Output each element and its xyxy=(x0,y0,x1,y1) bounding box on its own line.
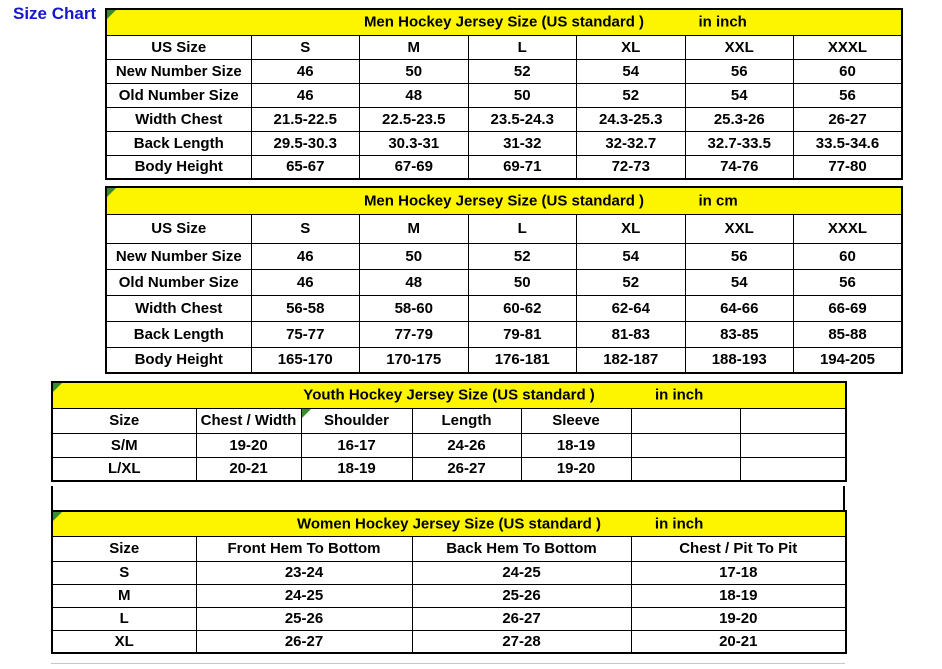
column-header-row xyxy=(52,408,846,433)
column-header: Size xyxy=(52,408,196,433)
table-title: Youth Hockey Jersey Size (US standard ) xyxy=(303,386,595,404)
men-size-table-cm xyxy=(105,186,903,374)
column-header: L xyxy=(468,35,577,59)
column-header: M xyxy=(360,214,469,243)
table-row xyxy=(52,433,846,457)
table-title: Men Hockey Jersey Size (US standard ) xyxy=(363,13,645,31)
value-cell: 194-205 xyxy=(794,347,903,373)
table-title-row xyxy=(52,511,846,536)
value-cell: 19-20 xyxy=(631,607,846,630)
value-cell: 182-187 xyxy=(577,347,686,373)
value-cell: 32-32.7 xyxy=(577,131,686,155)
value-cell: 188-193 xyxy=(685,347,794,373)
value-cell: 56 xyxy=(794,269,903,295)
value-cell: 31-32 xyxy=(468,131,577,155)
value-cell: 77-80 xyxy=(794,155,903,179)
value-cell: 165-170 xyxy=(251,347,360,373)
row-label: S xyxy=(52,561,196,584)
row-label: Old Number Size xyxy=(106,269,251,295)
value-cell: 23-24 xyxy=(196,561,412,584)
value-cell: 22.5-23.5 xyxy=(360,107,469,131)
column-header-row xyxy=(106,214,902,243)
value-cell: 24-25 xyxy=(412,561,631,584)
table-row xyxy=(52,630,846,653)
value-cell: 67-69 xyxy=(360,155,469,179)
value-cell: 54 xyxy=(577,243,686,269)
column-header-empty xyxy=(631,408,740,433)
value-cell: 24-26 xyxy=(412,433,521,457)
value-cell: 30.3-31 xyxy=(360,131,469,155)
row-label: New Number Size xyxy=(106,243,251,269)
value-cell: 56-58 xyxy=(251,295,360,321)
table-unit: in inch xyxy=(698,13,747,31)
value-cell: 50 xyxy=(360,243,469,269)
table-row xyxy=(106,295,902,321)
row-label: S/M xyxy=(52,433,196,457)
value-cell: 52 xyxy=(468,59,577,83)
value-cell: 46 xyxy=(251,59,360,83)
table-row xyxy=(106,243,902,269)
value-cell: 50 xyxy=(360,59,469,83)
table-title-cell xyxy=(106,9,902,35)
value-cell: 29.5-30.3 xyxy=(251,131,360,155)
column-header: Length xyxy=(412,408,521,433)
youth-size-table xyxy=(51,381,847,482)
value-cell: 25.3-26 xyxy=(685,107,794,131)
value-cell: 52 xyxy=(577,269,686,295)
column-header: US Size xyxy=(106,214,251,243)
value-cell: 72-73 xyxy=(577,155,686,179)
value-cell xyxy=(631,457,740,481)
value-cell: 85-88 xyxy=(794,321,903,347)
column-header: US Size xyxy=(106,35,251,59)
table-title-row xyxy=(52,382,846,408)
table-row xyxy=(52,457,846,481)
value-cell: 18-19 xyxy=(301,457,412,481)
table-row xyxy=(106,155,902,179)
value-cell: 26-27 xyxy=(412,457,521,481)
row-label: Back Length xyxy=(106,321,251,347)
column-header: Front Hem To Bottom xyxy=(196,536,412,561)
table-title-cell xyxy=(106,187,902,214)
column-header: S xyxy=(251,214,360,243)
row-label: M xyxy=(52,584,196,607)
value-cell: 56 xyxy=(685,243,794,269)
row-label: XL xyxy=(52,630,196,653)
table-row xyxy=(52,561,846,584)
table-row xyxy=(106,107,902,131)
table-row xyxy=(52,584,846,607)
column-header: XL xyxy=(577,35,686,59)
value-cell: 25-26 xyxy=(412,584,631,607)
table-title: Women Hockey Jersey Size (US standard ) xyxy=(297,515,601,533)
value-cell: 58-60 xyxy=(360,295,469,321)
table-unit: in inch xyxy=(654,386,704,404)
value-cell: 60 xyxy=(794,243,903,269)
value-cell: 65-67 xyxy=(251,155,360,179)
column-header: Chest / Pit To Pit xyxy=(631,536,846,561)
table-unit: in cm xyxy=(698,192,738,210)
row-label: Width Chest xyxy=(106,107,251,131)
men-size-table-inch xyxy=(105,8,903,180)
value-cell: 54 xyxy=(685,269,794,295)
value-cell: 75-77 xyxy=(251,321,360,347)
value-cell: 26-27 xyxy=(196,630,412,653)
value-cell: 18-19 xyxy=(631,584,846,607)
page-title: Size Chart xyxy=(13,4,97,23)
women-size-table xyxy=(51,510,847,654)
value-cell: 16-17 xyxy=(301,433,412,457)
value-cell: 46 xyxy=(251,83,360,107)
value-cell: 60 xyxy=(794,59,903,83)
value-cell: 27-28 xyxy=(412,630,631,653)
column-header: M xyxy=(360,35,469,59)
column-header: S xyxy=(251,35,360,59)
value-cell: 60-62 xyxy=(468,295,577,321)
value-cell: 176-181 xyxy=(468,347,577,373)
value-cell: 20-21 xyxy=(631,630,846,653)
table-row xyxy=(52,607,846,630)
row-label: Old Number Size xyxy=(106,83,251,107)
value-cell: 26-27 xyxy=(412,607,631,630)
value-cell: 23.5-24.3 xyxy=(468,107,577,131)
table-row xyxy=(106,83,902,107)
table-title-cell xyxy=(52,382,846,408)
table-row xyxy=(106,269,902,295)
value-cell: 18-19 xyxy=(521,433,631,457)
column-header: Chest / Width xyxy=(196,408,301,433)
value-cell xyxy=(740,457,846,481)
value-cell: 81-83 xyxy=(577,321,686,347)
value-cell: 52 xyxy=(468,243,577,269)
value-cell: 56 xyxy=(685,59,794,83)
table-row xyxy=(106,131,902,155)
value-cell: 74-76 xyxy=(685,155,794,179)
value-cell: 62-64 xyxy=(577,295,686,321)
table-title-row xyxy=(106,9,902,35)
row-label: Body Height xyxy=(106,155,251,179)
value-cell: 20-21 xyxy=(196,457,301,481)
column-header-empty xyxy=(740,408,846,433)
value-cell: 48 xyxy=(360,269,469,295)
value-cell: 24.3-25.3 xyxy=(577,107,686,131)
value-cell: 83-85 xyxy=(685,321,794,347)
row-label: Width Chest xyxy=(106,295,251,321)
column-header-row xyxy=(106,35,902,59)
row-label: Body Height xyxy=(106,347,251,373)
value-cell: 17-18 xyxy=(631,561,846,584)
value-cell: 21.5-22.5 xyxy=(251,107,360,131)
table-unit: in inch xyxy=(654,515,704,533)
table-title-cell xyxy=(52,511,846,536)
value-cell: 66-69 xyxy=(794,295,903,321)
value-cell: 77-79 xyxy=(360,321,469,347)
value-cell: 54 xyxy=(685,83,794,107)
row-label: L xyxy=(52,607,196,630)
value-cell: 25-26 xyxy=(196,607,412,630)
column-header: Size xyxy=(52,536,196,561)
row-label: L/XL xyxy=(52,457,196,481)
table-row xyxy=(106,347,902,373)
value-cell: 54 xyxy=(577,59,686,83)
value-cell: 50 xyxy=(468,83,577,107)
table-title: Men Hockey Jersey Size (US standard ) xyxy=(363,192,645,210)
value-cell: 19-20 xyxy=(196,433,301,457)
value-cell xyxy=(631,433,740,457)
value-cell: 46 xyxy=(251,269,360,295)
value-cell: 64-66 xyxy=(685,295,794,321)
value-cell: 24-25 xyxy=(196,584,412,607)
value-cell: 50 xyxy=(468,269,577,295)
column-header: Sleeve xyxy=(521,408,631,433)
value-cell: 56 xyxy=(794,83,903,107)
value-cell: 32.7-33.5 xyxy=(685,131,794,155)
row-label: New Number Size xyxy=(106,59,251,83)
value-cell: 19-20 xyxy=(521,457,631,481)
value-cell xyxy=(740,433,846,457)
value-cell: 33.5-34.6 xyxy=(794,131,903,155)
column-header: Shoulder xyxy=(301,408,412,433)
value-cell: 52 xyxy=(577,83,686,107)
spreadsheet-gap-strip xyxy=(51,486,845,510)
column-header-row xyxy=(52,536,846,561)
table-row xyxy=(106,59,902,83)
value-cell: 170-175 xyxy=(360,347,469,373)
row-label: Back Length xyxy=(106,131,251,155)
value-cell: 26-27 xyxy=(794,107,903,131)
column-header: XXXL xyxy=(794,35,903,59)
table-title-row xyxy=(106,187,902,214)
value-cell: 79-81 xyxy=(468,321,577,347)
bottom-divider xyxy=(51,663,845,664)
column-header: XL xyxy=(577,214,686,243)
column-header: XXXL xyxy=(794,214,903,243)
column-header: XXL xyxy=(685,214,794,243)
column-header: XXL xyxy=(685,35,794,59)
value-cell: 46 xyxy=(251,243,360,269)
value-cell: 48 xyxy=(360,83,469,107)
column-header: Back Hem To Bottom xyxy=(412,536,631,561)
value-cell: 69-71 xyxy=(468,155,577,179)
table-row xyxy=(106,321,902,347)
column-header: L xyxy=(468,214,577,243)
